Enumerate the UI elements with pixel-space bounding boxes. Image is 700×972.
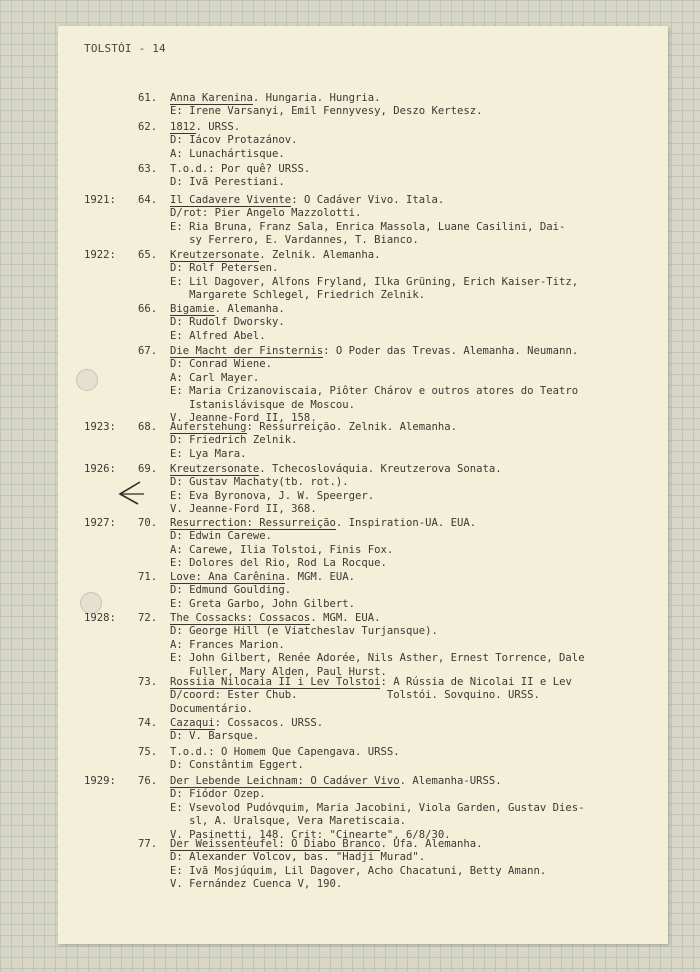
credit-line: E: Ivã Mosjúquim, Lil Dagover, Acho Chacatuni, Betty Amann. — [170, 864, 547, 877]
entry-number: 70. — [138, 517, 158, 529]
entry-body — [170, 571, 646, 611]
film-title: Der Lebende Leichnam: O Cadáver Vivo — [170, 775, 400, 787]
entry-body — [170, 163, 646, 190]
punch-hole — [80, 592, 102, 614]
credit-line: E: Alfred Abel. — [170, 329, 266, 342]
entry-title-line — [170, 194, 646, 207]
film-title: Kreutzersonate — [170, 463, 260, 475]
credit-line: sy Ferrero, E. Vardannes, T. Bianco. — [170, 234, 419, 247]
film-title: Il Cadavere Vivente — [170, 194, 292, 206]
entry-number: 73. — [138, 676, 158, 688]
entry-number: 63. — [138, 163, 158, 175]
entry-number: 68. — [138, 421, 158, 433]
handwritten-arrow-mark — [112, 478, 146, 508]
credit-line: E: John Gilbert, Renée Adorée, Nils Asther, Ernest Torrence, Dale — [170, 652, 585, 665]
entry-title-line — [170, 421, 646, 434]
entry-title-line — [170, 463, 646, 476]
film-info: . Zelnik. Alemanha. — [259, 249, 381, 261]
film-info: T.o.d.: Por quê? URSS. — [170, 163, 311, 175]
entry-number: 62. — [138, 121, 158, 133]
entry-body — [170, 303, 646, 343]
credit-line: E: Eva Byronova, J. W. Speerger. — [170, 489, 375, 502]
film-title: Die Macht der Finsternis — [170, 345, 324, 357]
entry-number: 64. — [138, 194, 158, 206]
film-title: Cazaqui — [170, 717, 215, 729]
film-info: . MGM. EUA. — [310, 612, 381, 624]
film-title: Resurrection: Ressurreição — [170, 517, 336, 529]
credit-line: D: Conrad Wiene. — [170, 358, 273, 371]
credit-line: E: Vsevolod Pudóvquim, Maria Jacobini, Viola Garden, Gustav Dies- — [170, 801, 585, 814]
credit-line: A: Carewe, Ilia Tolstoi, Finis Fox. — [170, 543, 394, 556]
entry-title-line — [170, 717, 646, 730]
film-info: : O Poder das Trevas. Alemanha. Neumann. — [323, 345, 579, 357]
entry-title-line — [170, 746, 646, 759]
credit-line: D: Edmund Goulding. — [170, 584, 292, 597]
film-info: : Cossacos. URSS. — [214, 717, 324, 729]
entry-number: 71. — [138, 571, 158, 583]
credit-line: D: George Hill (e Viatcheslav Turjansque). — [170, 625, 438, 638]
film-info: . MGM. EUA. — [284, 571, 355, 583]
film-info: . URSS. — [195, 121, 241, 133]
credit-line: E: Maria Crizanoviscaia, Piôter Chárov e outros atores do Teatro — [170, 385, 579, 398]
film-info: . Alemanha. — [214, 303, 285, 315]
credit-line: V. Jeanne-Ford II, 368. — [170, 503, 317, 516]
entry-body — [170, 92, 646, 119]
entry-title-line — [170, 612, 646, 625]
entry-title-line — [170, 303, 646, 316]
credit-line: V. Pasinetti, 148. Crit: "Cinearte", 6/8/30. — [170, 828, 451, 841]
film-title: Anna Karenina — [170, 92, 253, 104]
entry-number: 61. — [138, 92, 158, 104]
credit-line: Istanislávisque de Moscou. — [170, 398, 355, 411]
credit-line: A: Frances Marion. — [170, 638, 285, 651]
entry-year: 1923: — [84, 421, 116, 433]
film-title: Love: Ana Carênina — [170, 571, 285, 583]
entry-number: 77. — [138, 838, 158, 850]
credit-line: D/rot: Pier Angelo Mazzolotti. — [170, 207, 362, 220]
entry-body — [170, 249, 646, 303]
entry-body — [170, 746, 646, 773]
entry-year: 1928: — [84, 612, 116, 624]
film-info: . Hungaria. Hungria. — [252, 92, 381, 104]
entry-number: 69. — [138, 463, 158, 475]
film-info: . Alemanha-URSS. — [399, 775, 502, 787]
credit-line: D: Edwin Carewe. — [170, 530, 273, 543]
entry-body — [170, 421, 646, 461]
film-info: . Tchecoslováquia. Kreutzerova Sonata. — [259, 463, 502, 475]
credit-line: V. Fernández Cuenca V, 190. — [170, 878, 343, 891]
entry-body — [170, 463, 646, 517]
entry-body — [170, 838, 646, 892]
entry-title-line — [170, 121, 646, 134]
entry-number: 67. — [138, 345, 158, 357]
punch-hole — [76, 369, 98, 391]
film-title: 1812 — [170, 121, 196, 133]
credit-line: E: Irene Varsanyi, Emil Fennyvesy, Deszo Kertesz. — [170, 105, 483, 118]
credit-line: Documentário. — [170, 702, 253, 715]
entry-number: 65. — [138, 249, 158, 261]
entry-title-line — [170, 775, 646, 788]
film-info: . Ufa. Alemanha. — [380, 838, 483, 850]
page-header: TOLSTÓI - 14 — [84, 42, 166, 55]
credit-line: E: Dolores del Rio, Rod La Rocque. — [170, 557, 387, 570]
entry-title-line — [170, 92, 646, 105]
entry-year: 1927: — [84, 517, 116, 529]
entry-year: 1926: — [84, 463, 116, 475]
entry-body — [170, 775, 646, 842]
credit-line: D: Ivã Perestiani. — [170, 176, 285, 189]
credit-line: Fuller, Mary Alden, Paul Hurst. — [170, 665, 387, 678]
entry-title-line — [170, 838, 646, 851]
entry-body — [170, 345, 646, 425]
credit-line: E: Lya Mara. — [170, 447, 247, 460]
entry-number: 75. — [138, 746, 158, 758]
credit-line: E: Ria Bruna, Franz Sala, Enrica Massola, Luane Casilini, Dai- — [170, 220, 566, 233]
entry-body — [170, 194, 646, 248]
credit-line: D: Friedrich Zelnik. — [170, 434, 298, 447]
credit-line: D: Rolf Petersen. — [170, 262, 279, 275]
credit-line: E: Lil Dagover, Alfons Fryland, Ilka Grüning, Erich Kaiser-Titz, — [170, 275, 579, 288]
credit-line: Margarete Schlegel, Friedrich Zelnik. — [170, 289, 426, 302]
entry-body — [170, 676, 646, 716]
entry-title-line — [170, 517, 646, 530]
entry-number: 66. — [138, 303, 158, 315]
entry-body — [170, 517, 646, 571]
credit-line: D: Gustav Machaty(tb. rot.). — [170, 476, 349, 489]
entry-title-line — [170, 676, 646, 689]
entry-number: 76. — [138, 775, 158, 787]
credit-line: D: Alexander Volcov, bas. "Hadji Murad". — [170, 851, 426, 864]
credit-line: sl, A. Uralsque, Vera Maretiscaia. — [170, 815, 406, 828]
entry-year: 1921: — [84, 194, 116, 206]
credit-line: D: Rudolf Dworsky. — [170, 316, 285, 329]
film-title: Rossiia Nilocaia II i Lev Tolstoi — [170, 676, 381, 688]
credit-line: D: Constântim Eggert. — [170, 759, 304, 772]
credit-line: E: Greta Garbo, John Gilbert. — [170, 597, 355, 610]
credit-line: A: Lunachártisque. — [170, 147, 285, 160]
entry-body — [170, 717, 646, 744]
film-title: The Cossacks: Cossacos — [170, 612, 311, 624]
entry-year: 1929: — [84, 775, 116, 787]
credit-line: D: V. Barsque. — [170, 730, 260, 743]
film-info: : Ressurreição. Zelnik. Alemanha. — [246, 421, 458, 433]
film-info: . Inspiration-UA. EUA. — [335, 517, 477, 529]
entry-number: 72. — [138, 612, 158, 624]
entry-title-line — [170, 249, 646, 262]
credit-line: D/coord: Ester Chub. Tolstói. Sovquino. URSS. — [170, 689, 540, 702]
credit-line: A: Carl Mayer. — [170, 371, 260, 384]
film-title: Auferstehung — [170, 421, 247, 433]
entry-title-line — [170, 163, 646, 176]
entry-title-line — [170, 571, 646, 584]
credit-line: D: Iácov Protazánov. — [170, 134, 298, 147]
entry-year: 1922: — [84, 249, 116, 261]
credit-line: V. Jeanne-Ford II, 158. — [170, 412, 317, 425]
entry-number: 74. — [138, 717, 158, 729]
entry-title-line — [170, 345, 646, 358]
film-title: Bigamie — [170, 303, 215, 315]
film-title: Der Weissenteufel: O Diabo Branco — [170, 838, 381, 850]
film-info: T.o.d.: O Homem Que Capengava. URSS. — [170, 746, 400, 758]
film-title: Kreutzersonate — [170, 249, 260, 261]
entry-body — [170, 612, 646, 679]
entry-body — [170, 121, 646, 161]
film-info: : A Rússia de Nicolai II e Lev — [380, 676, 572, 688]
film-info: : O Cadáver Vivo. Itala. — [291, 194, 445, 206]
credit-line: D: Fiódor Ozep. — [170, 788, 266, 801]
